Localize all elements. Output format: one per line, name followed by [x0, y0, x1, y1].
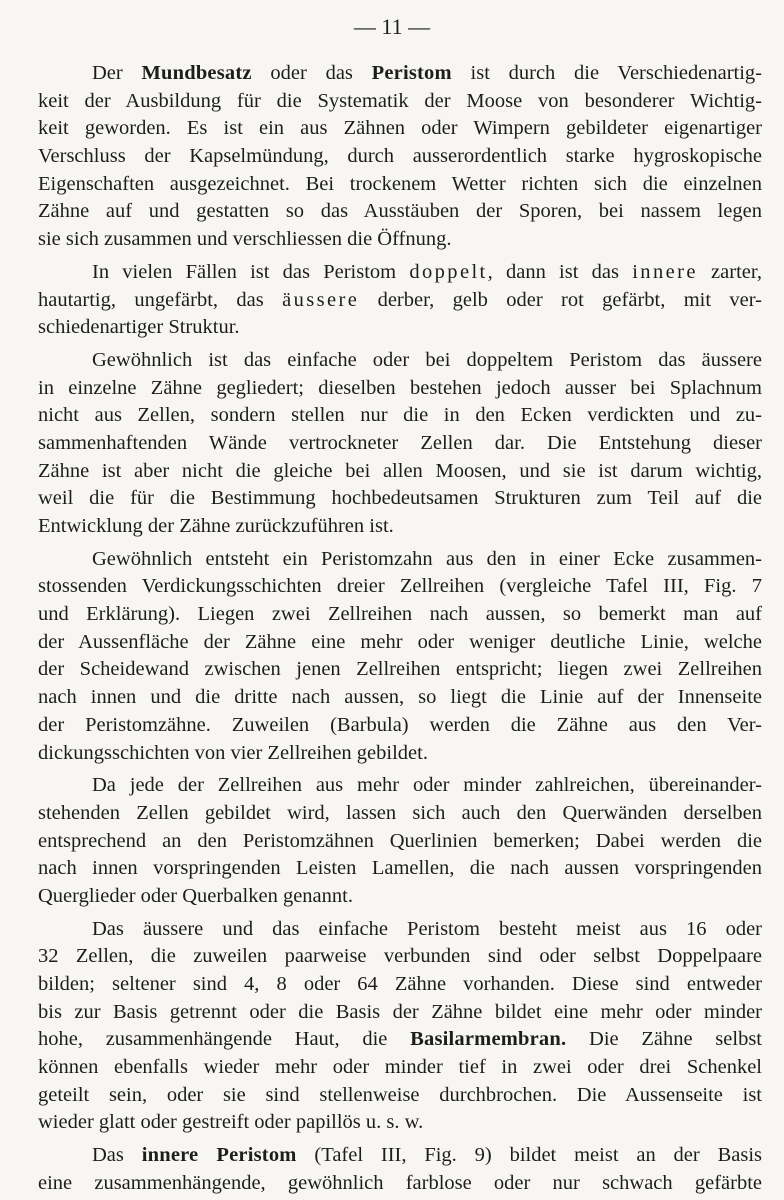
text-run: Der	[92, 62, 142, 84]
text-line	[38, 226, 762, 254]
bold-term: Mundbesatz	[141, 62, 252, 84]
bold-term: innere Peristom	[141, 1144, 297, 1167]
text-run: Das äussere und das einfache Peristom besteht meist aus 16 oder	[92, 917, 762, 940]
text-line	[38, 1054, 762, 1082]
text-line	[38, 513, 762, 541]
text-line	[38, 828, 762, 856]
text-line	[38, 855, 762, 883]
text-line	[38, 999, 762, 1027]
body-text	[38, 60, 762, 1198]
text-line	[38, 772, 762, 800]
page-number: — 11 —	[353, 14, 431, 39]
text-line	[38, 943, 762, 971]
text-line	[38, 1082, 762, 1110]
text-line	[38, 430, 762, 458]
paragraph	[38, 347, 762, 541]
text-run: hohe, zusammenhängende Haut, die	[38, 1028, 411, 1051]
text-line	[38, 115, 762, 143]
text-run: Gewöhnlich entsteht ein Peristomzahn aus den in einer Ecke zusammen-	[92, 547, 762, 570]
text-line	[38, 314, 762, 342]
text-run: entsprechend an den Peristomzähnen Querlinien bemerken; Dabei werden die	[38, 829, 762, 852]
text-run: hautartig, ungefärbt, das	[38, 288, 283, 311]
text-line	[38, 143, 762, 171]
text-line	[38, 1142, 762, 1170]
text-run: , dann ist das	[487, 260, 633, 283]
text-run: Gewöhnlich ist das einfache oder bei doppeltem Peristom das äussere	[92, 348, 762, 371]
text-line	[38, 629, 762, 657]
text-line	[38, 684, 762, 712]
text-run: keit geworden. Es ist ein aus Zähnen oder Wimpern gebildeter eigenartiger	[38, 117, 762, 140]
text-line	[38, 347, 762, 375]
paragraph	[38, 1142, 762, 1197]
text-line	[38, 740, 762, 768]
text-line	[38, 171, 762, 199]
spaced-term: doppelt	[409, 260, 488, 283]
text-run: der Peristomzähne. Zuweilen (Barbula) werden die Zähne aus den Ver-	[38, 713, 762, 736]
text-line	[38, 546, 762, 574]
text-run: (Tafel III, Fig. 9) bildet meist an der Basis	[296, 1144, 762, 1167]
text-run: weil die für die Bestimmung hochbedeutsamen Strukturen zum Teil auf die	[38, 487, 762, 510]
text-run: der Scheidewand zwischen jenen Zellreihen entspricht; liegen zwei Zellreihen	[38, 658, 762, 681]
spaced-term: innere	[632, 260, 698, 283]
text-run: In vielen Fällen ist das Peristom	[92, 260, 410, 283]
text-run: nach innen und die dritte nach aussen, so liegt die Linie auf der Innenseite	[38, 686, 762, 709]
text-run: derber, gelb oder rot gefärbt, mit ver-	[359, 288, 763, 311]
text-line	[38, 916, 762, 944]
text-run: eine zusammenhängende, gewöhnlich farblose oder nur schwach gefärbte	[38, 1171, 762, 1194]
text-line	[38, 712, 762, 740]
text-line	[38, 800, 762, 828]
text-run: Die Zähne selbst	[566, 1028, 762, 1051]
text-run: keit der Ausbildung für die Systematik der Moose von besonderer Wichtig-	[38, 89, 762, 112]
text-run: geteilt sein, oder sie sind stellenweise durchbrochen. Die Aussenseite ist	[38, 1083, 762, 1106]
text-line	[38, 88, 762, 116]
text-line	[38, 259, 762, 287]
text-run: nicht aus Zellen, sondern stellen nur die in den Ecken verdickten und zu-	[38, 404, 762, 427]
text-line	[38, 485, 762, 513]
text-line	[38, 1170, 762, 1198]
text-run: der Aussenfläche der Zähne eine mehr oder weniger deutliche Linie, welche	[38, 630, 762, 653]
paragraph	[38, 60, 762, 254]
text-run: Zähne auf und gestatten so das Ausstäuben der Sporen, bei nassem legen	[38, 200, 762, 223]
text-run: nach innen vorspringenden Leisten Lamellen, die nach aussen vorspringenden	[38, 857, 762, 880]
text-line	[38, 458, 762, 486]
text-line	[38, 971, 762, 999]
text-run: Da jede der Zellreihen aus mehr oder minder zahlreichen, übereinander-	[92, 774, 762, 797]
text-line	[38, 601, 762, 629]
text-line	[38, 287, 762, 315]
paragraph	[38, 772, 762, 910]
text-line	[38, 1109, 762, 1137]
bold-term: Peristom	[371, 62, 452, 84]
text-run: stossenden Verdickungsschichten dreier Zellreihen (vergleiche Tafel III, Fig. 7	[38, 575, 762, 598]
text-line	[38, 375, 762, 403]
text-line	[38, 573, 762, 601]
text-run: bilden; seltener sind 4, 8 oder 64 Zähne vorhanden. Diese sind entweder	[38, 973, 762, 995]
paragraph	[38, 916, 762, 1138]
text-line	[38, 656, 762, 684]
paragraph	[38, 546, 762, 768]
text-run: und Erklärung). Liegen zwei Zellreihen nach aussen, so bemerkt man auf	[38, 603, 762, 626]
text-line	[38, 60, 762, 88]
text-run: stehenden Zellen gebildet wird, lassen sich auch den Querwänden derselben	[38, 801, 762, 824]
text-run: in einzelne Zähne gegliedert; dieselben bestehen jedoch ausser bei Splachnum	[38, 376, 762, 399]
text-run: bis zur Basis getrennt oder die Basis der Zähne bildet eine mehr oder minder	[38, 1000, 762, 1023]
text-run: Verschluss der Kapselmündung, durch ausserordentlich starke hygroskopische	[38, 145, 762, 168]
paragraph	[38, 259, 762, 342]
text-line	[38, 1026, 762, 1054]
text-run: wieder glatt oder gestreift oder papillös u. s. w.	[38, 1111, 424, 1134]
text-run: 32 Zellen, die zuweilen paarweise verbunden sind oder selbst Doppelpaare	[38, 945, 762, 968]
text-run: können ebenfalls wieder mehr oder minder tief in zwei oder drei Schenkel	[38, 1056, 762, 1079]
text-run: dickungsschichten von vier Zellreihen gebildet.	[38, 741, 428, 764]
text-line	[38, 883, 762, 911]
text-run: Zähne ist aber nicht die gleiche bei allen Moosen, und sie ist darum wichtig,	[38, 459, 762, 482]
text-run: Eigenschaften ausgezeichnet. Bei trockenem Wetter richten sich die einzelnen	[38, 172, 762, 195]
text-run: sammenhaftenden Wände vertrockneter Zellen dar. Die Entstehung dieser	[38, 431, 762, 454]
text-line	[38, 402, 762, 430]
text-run: schiedenartiger Struktur.	[38, 316, 240, 339]
spaced-term: äussere	[282, 288, 360, 311]
bold-term: Basilarmembran.	[410, 1028, 567, 1051]
text-run: sie sich zusammen und verschliessen die Öffnung.	[38, 228, 452, 251]
text-line	[38, 198, 762, 226]
text-run: oder das	[251, 62, 372, 84]
text-run: Querglieder oder Querbalken genannt.	[38, 884, 353, 907]
text-run: Entwicklung der Zähne zurückzuführen ist.	[38, 515, 394, 537]
text-run: Das	[92, 1144, 142, 1167]
text-run: zarter,	[697, 260, 763, 283]
text-run: ist durch die Verschiedenartig-	[451, 62, 763, 84]
